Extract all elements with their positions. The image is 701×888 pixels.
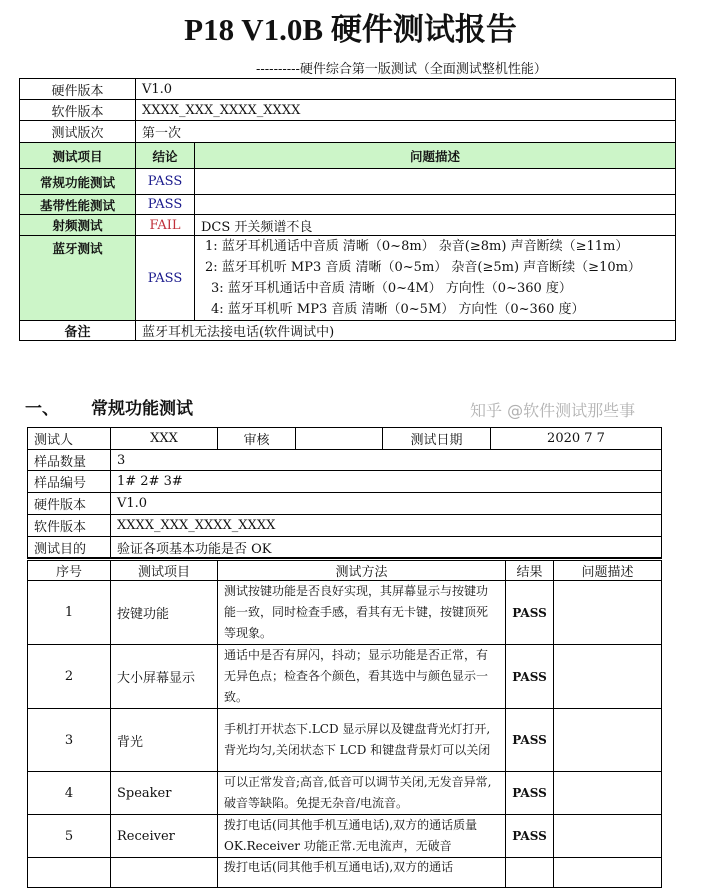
table-row (20, 169, 676, 195)
sw-value: XXXX_XXX_XXXX_XXXX (136, 100, 676, 121)
table-row (28, 815, 662, 858)
result-pass: PASS (136, 195, 195, 215)
header-no: 序号 (28, 560, 111, 581)
function-items-table (27, 558, 662, 888)
result-fail: FAIL (136, 215, 195, 236)
row-method: 测试按键功能是否良好实现，其屏幕显示与按键功能一致，同时检查手感，看其有无卡键，按键顶死等现象。 (218, 581, 506, 645)
row-issue (554, 858, 662, 888)
header-issue: 问题描述 (554, 560, 662, 581)
purpose-label: 测试目的 (28, 537, 111, 558)
watermark: 知乎 @软件测试那些事 (470, 401, 636, 420)
row-method: 通话中是否有屏闪，抖动；显示功能是否正常，有无异色点；检查各个颜色，看其选中与颜色显示一致。 (218, 645, 506, 709)
table-row (20, 215, 676, 236)
row-result: PASS (506, 772, 554, 815)
header-method: 测试方法 (218, 560, 506, 581)
row-no: 3 (28, 709, 111, 772)
table-row (28, 858, 662, 888)
date-label: 测试日期 (383, 428, 491, 450)
row-item: 按键功能 (111, 581, 218, 645)
page-title: P18 V1.0B 硬件测试报告 (184, 12, 517, 47)
row-issue (554, 581, 662, 645)
summary-table (19, 78, 676, 341)
desc (195, 169, 676, 195)
row-method: 手机打开状态下.LCD 显示屏以及键盘背光灯打开,背光均匀,关闭状态下 LCD 和键盘背景灯可以关闭 (218, 709, 506, 772)
row-no (28, 858, 111, 888)
round-value: 第一次 (136, 121, 676, 143)
row-result: PASS (506, 645, 554, 709)
bluetooth-desc (195, 236, 676, 321)
row-issue (554, 709, 662, 772)
sw-label: 软件版本 (28, 515, 111, 537)
item-label: 常规功能测试 (20, 169, 136, 195)
item-label: 基带性能测试 (20, 195, 136, 215)
header-desc: 问题描述 (195, 143, 676, 169)
date-value: 2020 7 7 (491, 428, 662, 450)
qty-label: 样品数量 (28, 450, 111, 471)
row-no: 1 (28, 581, 111, 645)
table-row (20, 236, 676, 321)
section-title: 常规功能测试 (91, 399, 193, 419)
review-value (296, 428, 383, 450)
purpose-value: 验证各项基本功能是否 OK (111, 537, 662, 558)
table-row (20, 195, 676, 215)
table-row (28, 772, 662, 815)
sn-label: 样品编号 (28, 471, 111, 493)
row-result: PASS (506, 581, 554, 645)
sn-value: 1# 2# 3# (111, 471, 662, 493)
table-row (28, 709, 662, 772)
subtitle: ----------硬件综合第一版测试（全面测试整机性能） (256, 62, 547, 77)
row-issue (554, 772, 662, 815)
section-heading (25, 394, 193, 419)
desc-line: 3: 蓝牙耳机通话中音质 清晰（0~4M） 方向性（0~360 度） (211, 281, 572, 296)
table-row (28, 581, 662, 645)
row-issue (554, 815, 662, 858)
tester-value: XXX (111, 428, 218, 450)
result-pass: PASS (136, 169, 195, 195)
review-label: 审核 (218, 428, 296, 450)
result-pass: PASS (136, 236, 195, 321)
row-item: 背光 (111, 709, 218, 772)
tester-label: 测试人 (28, 428, 111, 450)
desc: DCS 开关频谱不良 (195, 215, 676, 236)
note-value: 蓝牙耳机无法接电话(软件调试中) (136, 321, 676, 341)
hw-label: 硬件版本 (28, 493, 111, 515)
row-issue (554, 645, 662, 709)
note-label: 备注 (20, 321, 136, 341)
section-number: 一、 (25, 399, 59, 419)
row-item: Speaker (111, 772, 218, 815)
hw-value: V1.0 (111, 493, 662, 515)
header-result: 结论 (136, 143, 195, 169)
item-label: 射频测试 (20, 215, 136, 236)
row-item: Receiver (111, 815, 218, 858)
desc-line: 2: 蓝牙耳机听 MP3 音质 清晰（0~5m） 杂音(≥5m) 声音断续（≥10m） (205, 260, 641, 275)
function-test-table (27, 427, 662, 558)
header-item: 测试项目 (111, 560, 218, 581)
row-no: 2 (28, 645, 111, 709)
header-result: 结果 (506, 560, 554, 581)
sw-label: 软件版本 (20, 100, 136, 121)
row-result: PASS (506, 815, 554, 858)
desc-line: 4: 蓝牙耳机听 MP3 音质 清晰（0~5M） 方向性（0~360 度） (211, 302, 585, 317)
sw-value: XXXX_XXX_XXXX_XXXX (111, 515, 662, 537)
row-item (111, 858, 218, 888)
row-result (506, 858, 554, 888)
row-method: 可以正常发音;高音,低音可以调节关闭,无发音异常,破音等缺陷。免提无杂音/电流音。 (218, 772, 506, 815)
header-item: 测试项目 (20, 143, 136, 169)
desc-line: 1: 蓝牙耳机通话中音质 清晰（0~8m） 杂音(≥8m) 声音断续（≥11m） (205, 239, 629, 254)
row-no: 5 (28, 815, 111, 858)
row-method: 拨打电话(同其他手机互通电话),双方的通话质量 OK.Receiver 功能正常.无电流声，无破音 (218, 815, 506, 858)
row-no: 4 (28, 772, 111, 815)
qty-value: 3 (111, 450, 662, 471)
row-method: 拨打电话(同其他手机互通电话),双方的通话 (218, 858, 506, 888)
round-label: 测试版次 (20, 121, 136, 143)
item-label: 蓝牙测试 (20, 236, 136, 321)
function-test-section (27, 427, 662, 888)
desc (195, 195, 676, 215)
hw-value: V1.0 (136, 79, 676, 100)
row-item: 大小屏幕显示 (111, 645, 218, 709)
hw-label: 硬件版本 (20, 79, 136, 100)
row-result: PASS (506, 709, 554, 772)
table-row (28, 645, 662, 709)
